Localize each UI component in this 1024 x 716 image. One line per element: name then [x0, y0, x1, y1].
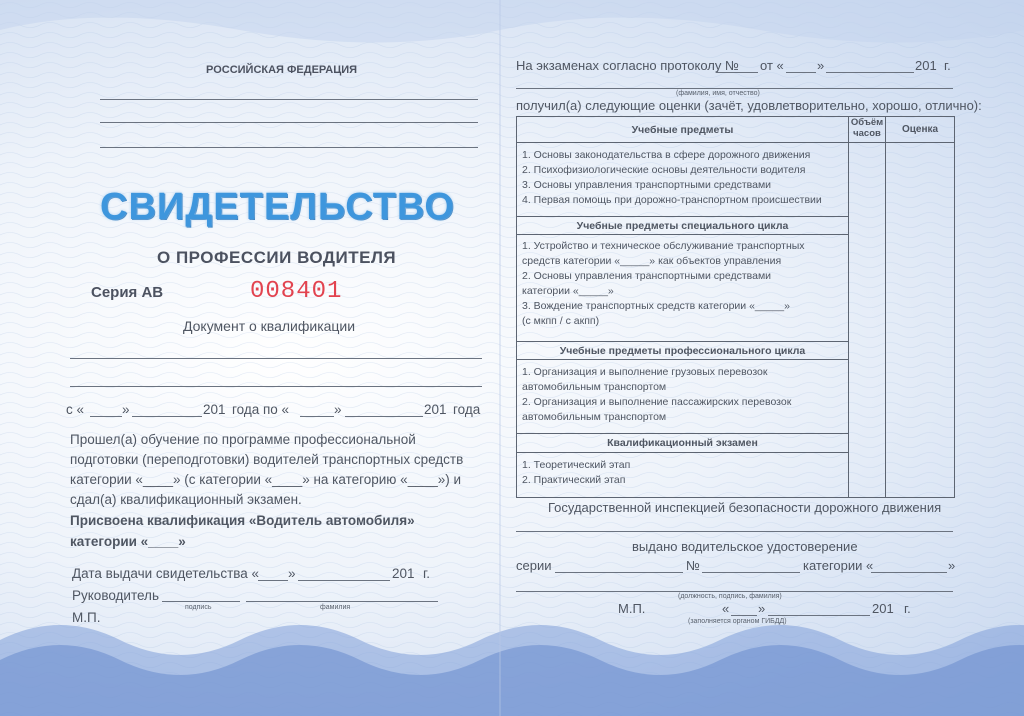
qualification-exam-header: Квалификационный экзамен	[607, 437, 758, 449]
protocol-from: от «	[760, 58, 784, 73]
professional-subject-row: 1. Организация и выполнение грузовых перевозок	[522, 366, 768, 378]
holder-name-line-2	[70, 386, 482, 387]
special-cycle-header: Учебные предметы специального цикла	[576, 220, 789, 232]
position-caption: (должность, подпись, фамилия)	[678, 593, 782, 600]
table-header-hours-1: Объём	[850, 117, 884, 128]
issue-date-suffix: г.	[423, 566, 431, 581]
training-paragraph-line-4: сдал(а) квалификационный экзамен.	[70, 492, 302, 507]
filled-by-gibdd-caption: (заполняется органом ГИБДД)	[688, 618, 787, 625]
blank-line-2	[100, 122, 478, 123]
holder-name-line-1	[70, 358, 482, 359]
period-from-year: 201	[203, 402, 226, 417]
protocol-suffix: г.	[944, 58, 951, 73]
head-surname-line	[246, 601, 438, 602]
protocol-month-line	[826, 72, 914, 73]
right-date-year: 201	[872, 601, 894, 616]
series-label: Серия АВ	[91, 284, 164, 301]
period-to-mid: »	[334, 402, 342, 417]
issue-date-prefix: Дата выдачи свидетельства «	[72, 566, 260, 581]
fio-line	[516, 88, 953, 89]
fio-caption: (фамилия, имя, отчество)	[676, 90, 760, 97]
right-date-prefix: «	[722, 601, 730, 616]
training-paragraph-line-3: категории «____» (с категории «____» на категорию «____») и	[70, 472, 462, 487]
exam-stage-row: 1. Теоретический этап	[522, 459, 631, 471]
training-paragraph-line-1: Прошел(а) обучение по программе профессиональной	[70, 432, 416, 447]
exam-stage-row: 2. Практический этап	[522, 474, 626, 486]
country-label: РОССИЙСКАЯ ФЕДЕРАЦИЯ	[206, 64, 358, 76]
protocol-number-line	[716, 72, 758, 73]
serial-number: 008401	[250, 278, 343, 305]
issue-date-mid: »	[288, 566, 296, 581]
gibdd-name-line	[516, 531, 953, 532]
protocol-year: 201	[915, 58, 937, 73]
blank-line-1	[100, 99, 478, 100]
period-from-mid: »	[122, 402, 130, 417]
protocol-day-line	[786, 72, 816, 73]
special-subject-row: средств категории «_____» как объектов управления	[522, 255, 782, 267]
special-subject-row: 1. Устройство и техническое обслуживание транспортных	[522, 240, 805, 252]
right-stamp-label: М.П.	[618, 601, 646, 616]
license-series-label: серии	[516, 558, 552, 573]
protocol-prefix: На экзаменах согласно протоколу №	[516, 58, 739, 73]
period-to-year: 201	[424, 402, 447, 417]
license-category-end: »	[948, 558, 956, 573]
professional-subject-row: автомобильным транспортом	[522, 381, 667, 393]
general-subject-row: 2. Психофизиологические основы деятельности водителя	[522, 164, 806, 176]
license-category-line	[871, 572, 947, 573]
qualification-line-2: категории «____»	[70, 534, 186, 549]
period-to-month-line	[345, 416, 423, 417]
period-from-suffix: года по «	[232, 402, 290, 417]
left-stamp-label: М.П.	[72, 610, 101, 625]
surname-caption: фамилия	[320, 604, 351, 611]
issue-date-month-line	[298, 580, 390, 581]
general-subject-row: 4. Первая помощь при дорожно-транспортном происшествии	[522, 194, 822, 206]
gibdd-text: Государственной инспекцией безопасности дорожного движения	[548, 500, 942, 515]
period-to-day-line	[300, 416, 334, 417]
head-label: Руководитель	[72, 588, 159, 603]
hours-column-separator	[848, 117, 849, 497]
professional-cycle-header: Учебные предметы профессионального цикла	[559, 345, 806, 357]
document-kind: Документ о квалификации	[183, 318, 356, 334]
special-subject-row: категории «_____»	[522, 285, 614, 297]
license-number-label: №	[686, 558, 700, 573]
special-subject-row: (с мкпп / с акпп)	[522, 315, 600, 327]
special-subject-row: 2. Основы управления транспортными средствами	[522, 270, 772, 282]
license-number-line	[702, 572, 800, 573]
period-from-day-line	[90, 416, 122, 417]
signature-caption: подпись	[185, 604, 212, 611]
issue-date-day-line	[258, 580, 288, 581]
right-date-suffix: г.	[904, 601, 911, 616]
received-grades-text: получил(а) следующие оценки (зачёт, удовлетворительно, хорошо, отлично):	[516, 98, 982, 113]
official-signature-line	[516, 591, 953, 592]
head-signature-line	[162, 601, 240, 602]
right-date-mid: »	[758, 601, 766, 616]
training-paragraph-line-2: подготовки (переподготовки) водителей транспортных средств	[70, 452, 464, 467]
table-header-grade: Оценка	[901, 124, 939, 135]
document-subtitle: О ПРОФЕССИИ ВОДИТЕЛЯ	[157, 248, 397, 267]
professional-subject-row: автомобильным транспортом	[522, 411, 667, 423]
protocol-mid: »	[817, 58, 825, 73]
period-from-prefix: с «	[66, 402, 85, 417]
license-category-label: категории «	[803, 558, 874, 573]
table-header-hours-2: часов	[853, 128, 881, 139]
document-title: СВИДЕТЕЛЬСТВО	[100, 186, 455, 228]
blank-line-3	[100, 147, 478, 148]
special-subject-row: 3. Вождение транспортных средств категории «_____»	[522, 300, 790, 312]
period-from-month-line	[132, 416, 202, 417]
license-issued-text: выдано водительское удостоверение	[632, 539, 858, 554]
license-series-line	[555, 572, 683, 573]
right-date-month-line	[768, 615, 870, 616]
general-subject-row: 1. Основы законодательства в сфере дорожного движения	[522, 149, 811, 161]
grades-table	[516, 116, 955, 498]
general-subject-row: 3. Основы управления транспортными средствами	[522, 179, 772, 191]
grade-column-separator	[885, 117, 886, 497]
right-date-day-line	[731, 615, 757, 616]
professional-subject-row: 2. Организация и выполнение пассажирских перевозок	[522, 396, 792, 408]
qualification-line-1: Присвоена квалификация «Водитель автомобиля»	[70, 513, 415, 528]
issue-date-year: 201	[392, 566, 415, 581]
period-to-suffix: года	[453, 402, 481, 417]
table-header-subjects: Учебные предметы	[631, 124, 734, 136]
